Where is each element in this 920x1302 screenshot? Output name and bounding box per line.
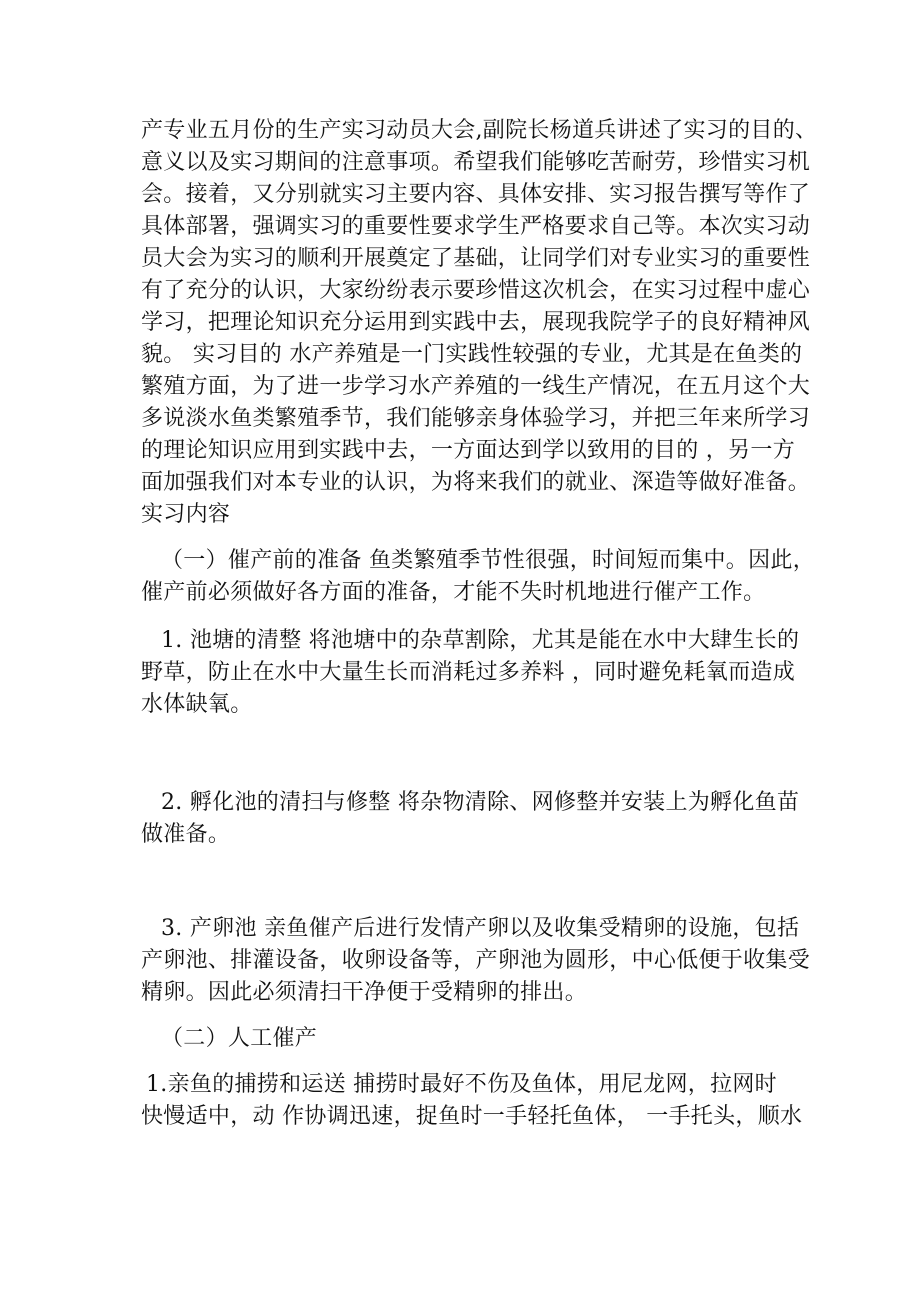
paragraph-line: 员大会为实习的顺利开展奠定了基础，让同学们对专业实习的重要性 [141,246,811,271]
list-item-line: 2. 孵化池的清扫与修整 将杂物清除、网修整并安装上为孵化鱼苗 [161,790,800,815]
paragraph-line: 有了充分的认识，大家纷纷表示要珍惜这次机会，在实习过程中虚心 [141,278,811,303]
paragraph-line: 意义以及实习期间的注意事项。希望我们能够吃苦耐劳，珍惜实习机 [141,150,811,175]
subsection-heading: （二）人工催产 [161,1026,318,1051]
list-item-line: 1.亲鱼的捕捞和运送 捕捞时最好不伤及鱼体，用尼龙网，拉网时 [146,1072,777,1097]
paragraph-line: 具体部署，强调实习的重要性要求学生严格要求自己等。本次实习动 [141,214,811,239]
paragraph-line: 面加强我们对本专业的认识，为将来我们的就业、深造等做好准备。 [141,470,811,495]
paragraph-line: 貌。 实习目的 水产养殖是一门实践性较强的专业，尤其是在鱼类的 [141,342,803,367]
paragraph-line: 的理论知识应用到实践中去，一方面达到学以致用的目的 ，另一方 [141,438,795,463]
paragraph-line: 催产前必须做好各方面的准备，才能不失时机地进行催产工作。 [141,580,766,605]
list-item-line: 产卵池、排灌设备，收卵设备等，产卵池为圆形，中心低便于收集受 [141,948,811,973]
list-item-line: 3. 产卵池 亲鱼催产后进行发情产卵以及收集受精卵的设施，包括 [161,916,800,941]
paragraph-line: 多说淡水鱼类繁殖季节，我们能够亲身体验学习，并把三年来所学习 [141,406,811,431]
paragraph-line: 产专业五月份的生产实习动员大会,副院长杨道兵讲述了实习的目的、 [141,118,818,143]
list-item-line: 快慢适中，动 作协调迅速，捉鱼时一手轻托鱼体， 一手托头，顺水 [141,1104,803,1129]
paragraph-line: 繁殖方面，为了进一步学习水产养殖的一线生产情况，在五月这个大 [141,374,811,399]
list-item-line: 水体缺氧。 [141,692,253,717]
list-item-line: 做准备。 [141,822,231,847]
list-item-line: 精卵。因此必须清扫干净便于受精卵的排出。 [141,980,588,1005]
subsection-line: （一）催产前的准备 鱼类繁殖季节性很强，时间短而集中。因此， [161,548,815,573]
paragraph-line: 学习，把理论知识充分运用到实践中去，展现我院学子的良好精神风 [141,310,811,335]
list-item-line: 野草，防止在水中大量生长而消耗过多养料 ，同时避免耗氧而造成 [141,660,795,685]
list-item-line: 1. 池塘的清整 将池塘中的杂草割除，尤其是能在水中大肆生长的 [161,628,800,653]
paragraph-line: 会。接着，又分别就实习主要内容、具体安排、实习报告撰写等作了 [141,182,811,207]
section-heading: 实习内容 [141,502,231,527]
